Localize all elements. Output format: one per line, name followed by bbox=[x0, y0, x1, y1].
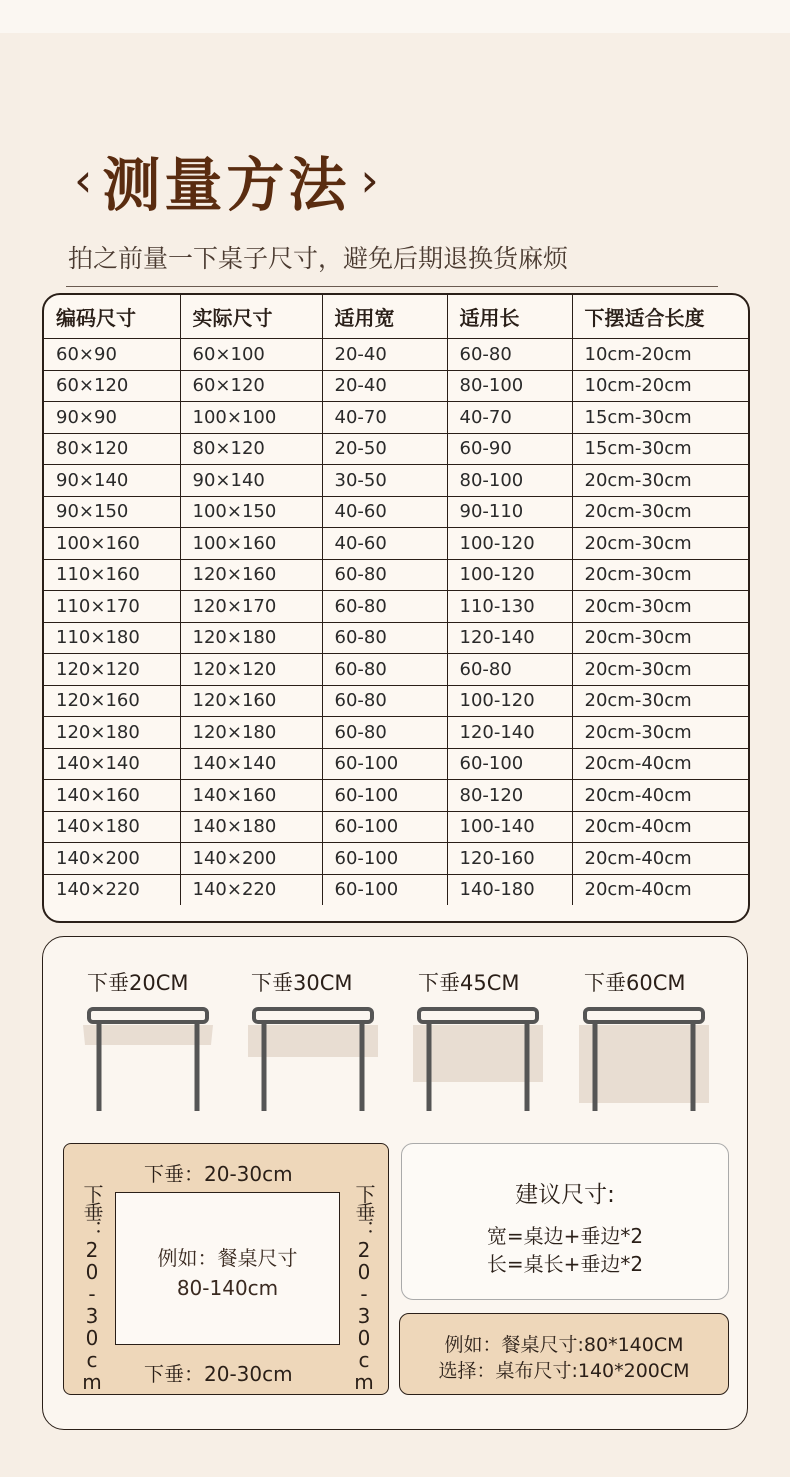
table-row bbox=[44, 465, 748, 497]
table-icon-45 bbox=[413, 1009, 543, 1111]
table-cell: 100-140 bbox=[447, 811, 572, 843]
table-row bbox=[44, 874, 748, 905]
table-cell: 120×170 bbox=[180, 591, 322, 623]
table-cell: 110×160 bbox=[44, 559, 180, 591]
table-row bbox=[44, 528, 748, 560]
table-cell: 140×140 bbox=[180, 748, 322, 780]
drop-guide-panel bbox=[42, 936, 748, 1430]
table-cell: 20cm-30cm bbox=[572, 559, 748, 591]
table-cell: 120×160 bbox=[180, 559, 322, 591]
table-cell: 100×160 bbox=[44, 528, 180, 560]
table-cell: 140×160 bbox=[180, 780, 322, 812]
table-cell: 20cm-30cm bbox=[572, 591, 748, 623]
table-cell: 60-90 bbox=[447, 433, 572, 465]
table-cell: 40-70 bbox=[447, 402, 572, 434]
table-cell: 20cm-30cm bbox=[572, 496, 748, 528]
header-fit-width: 适用宽 bbox=[322, 295, 447, 339]
header-fit-length: 适用长 bbox=[447, 295, 572, 339]
table-cell: 110×180 bbox=[44, 622, 180, 654]
chevron-right-icon: › bbox=[360, 153, 379, 207]
table-cell: 20cm-30cm bbox=[572, 717, 748, 749]
table-cell: 120×160 bbox=[180, 685, 322, 717]
table-cell: 60×120 bbox=[180, 370, 322, 402]
table-row bbox=[44, 717, 748, 749]
tabletop-line1: 例如：餐桌尺寸 bbox=[157, 1246, 298, 1270]
table-cell: 60×120 bbox=[44, 370, 180, 402]
table-cell: 100×150 bbox=[180, 496, 322, 528]
top-strip bbox=[0, 0, 790, 33]
table-cell: 60-100 bbox=[322, 780, 447, 812]
table-cell: 15cm-30cm bbox=[572, 402, 748, 434]
table-drop-illustrations bbox=[43, 997, 747, 1117]
table-row bbox=[44, 622, 748, 654]
table-row bbox=[44, 654, 748, 686]
table-row bbox=[44, 685, 748, 717]
table-cell: 140×180 bbox=[180, 811, 322, 843]
table-cell: 20cm-30cm bbox=[572, 465, 748, 497]
table-cell: 120×120 bbox=[180, 654, 322, 686]
tabletop-line2: 80-140cm bbox=[176, 1276, 279, 1300]
table-cell: 100-120 bbox=[447, 528, 572, 560]
size-table bbox=[42, 293, 750, 923]
chevron-left-icon: ‹ bbox=[74, 153, 93, 207]
drop-top-label: 下垂：20-30cm bbox=[144, 1162, 293, 1186]
table-cell: 120×180 bbox=[180, 622, 322, 654]
table-cell: 40-70 bbox=[322, 402, 447, 434]
table-cell: 10cm-20cm bbox=[572, 339, 748, 371]
table-cell: 120-140 bbox=[447, 717, 572, 749]
table-cell: 90-110 bbox=[447, 496, 572, 528]
table-cell: 40-60 bbox=[322, 496, 447, 528]
table-cell: 20-50 bbox=[322, 433, 447, 465]
table-cell: 90×140 bbox=[180, 465, 322, 497]
table-cell: 20-40 bbox=[322, 339, 447, 371]
table-cell: 60×90 bbox=[44, 339, 180, 371]
table-cell: 120×180 bbox=[180, 717, 322, 749]
table-cell: 100-120 bbox=[447, 685, 572, 717]
table-cell: 120×120 bbox=[44, 654, 180, 686]
table-row bbox=[44, 780, 748, 812]
table-cell: 20cm-40cm bbox=[572, 780, 748, 812]
table-cell: 120×160 bbox=[44, 685, 180, 717]
suggest-length-formula: 长=桌长+垂边*2 bbox=[486, 1252, 644, 1276]
table-cell: 30-50 bbox=[322, 465, 447, 497]
table-cell: 60-80 bbox=[322, 591, 447, 623]
table-cell: 60-80 bbox=[322, 559, 447, 591]
table-cell: 60-80 bbox=[322, 717, 447, 749]
table-row bbox=[44, 591, 748, 623]
table-icon-20 bbox=[83, 1009, 213, 1111]
table-cell: 20cm-30cm bbox=[572, 622, 748, 654]
table-cell: 60-80 bbox=[447, 654, 572, 686]
table-cell: 80-100 bbox=[447, 465, 572, 497]
drop-bottom-label: 下垂：20-30cm bbox=[144, 1362, 293, 1386]
table-cell: 120-160 bbox=[447, 843, 572, 875]
table-row bbox=[44, 433, 748, 465]
table-cell: 100×160 bbox=[180, 528, 322, 560]
drop-label-30: 下垂30CM bbox=[251, 971, 353, 995]
drop-label-45: 下垂45CM bbox=[418, 971, 520, 995]
table-cell: 10cm-20cm bbox=[572, 370, 748, 402]
table-cell: 20cm-40cm bbox=[572, 748, 748, 780]
table-cell: 20cm-40cm bbox=[572, 811, 748, 843]
table-cell: 100×100 bbox=[180, 402, 322, 434]
page-title bbox=[64, 140, 389, 220]
table-row bbox=[44, 370, 748, 402]
table-cell: 120-140 bbox=[447, 622, 572, 654]
table-cell: 60-100 bbox=[322, 748, 447, 780]
table-cell: 120×180 bbox=[44, 717, 180, 749]
subtitle: 拍之前量一下桌子尺寸，避免后期退换货麻烦 bbox=[68, 244, 569, 273]
table-cell: 60-80 bbox=[322, 622, 447, 654]
subtitle-divider bbox=[66, 286, 718, 287]
drop-diagram bbox=[63, 1143, 389, 1395]
drop-right-label: 下垂：20-30cm bbox=[352, 1184, 376, 1392]
table-cell: 15cm-30cm bbox=[572, 433, 748, 465]
tabletop-example bbox=[116, 1243, 339, 1303]
table-cell: 20cm-30cm bbox=[572, 528, 748, 560]
header-code-size: 编码尺寸 bbox=[44, 295, 180, 339]
suggest-width-formula: 宽=桌边+垂边*2 bbox=[486, 1224, 644, 1248]
table-cell: 90×140 bbox=[44, 465, 180, 497]
table-cell: 80-100 bbox=[447, 370, 572, 402]
table-cell: 20cm-40cm bbox=[572, 843, 748, 875]
tabletop-rect bbox=[115, 1192, 340, 1345]
table-cell: 80-120 bbox=[447, 780, 572, 812]
header-drop-length: 下摆适合长度 bbox=[572, 295, 748, 339]
table-cell: 110×170 bbox=[44, 591, 180, 623]
title-text: 测量方法 bbox=[102, 151, 351, 219]
table-row bbox=[44, 402, 748, 434]
suggest-heading: 建议尺寸: bbox=[515, 1182, 615, 1208]
table-cell: 60-100 bbox=[322, 874, 447, 905]
table-cell: 140×220 bbox=[44, 874, 180, 905]
table-cell: 90×150 bbox=[44, 496, 180, 528]
table-cell: 60×100 bbox=[180, 339, 322, 371]
table-row bbox=[44, 559, 748, 591]
table-cell: 80×120 bbox=[44, 433, 180, 465]
table-cell: 90×90 bbox=[44, 402, 180, 434]
table-cell: 60-80 bbox=[322, 685, 447, 717]
table-cell: 110-130 bbox=[447, 591, 572, 623]
table-cell: 20cm-30cm bbox=[572, 654, 748, 686]
suggest-box bbox=[401, 1143, 729, 1300]
table-header-row bbox=[44, 295, 748, 339]
table-icon-60 bbox=[579, 1009, 709, 1111]
table-cell: 140-180 bbox=[447, 874, 572, 905]
drop-label-20: 下垂20CM bbox=[87, 971, 189, 995]
table-row bbox=[44, 748, 748, 780]
table-cell: 60-80 bbox=[322, 654, 447, 686]
table-cell: 80×120 bbox=[180, 433, 322, 465]
table-cell: 60-80 bbox=[447, 339, 572, 371]
table-cell: 20cm-40cm bbox=[572, 874, 748, 905]
table-icon-30 bbox=[248, 1009, 378, 1111]
table-row bbox=[44, 811, 748, 843]
table-cell: 140×220 bbox=[180, 874, 322, 905]
table-cell: 140×160 bbox=[44, 780, 180, 812]
table-row bbox=[44, 496, 748, 528]
example-box bbox=[399, 1313, 729, 1395]
table-row bbox=[44, 843, 748, 875]
table-cell: 20cm-30cm bbox=[572, 685, 748, 717]
header-actual-size: 实际尺寸 bbox=[180, 295, 322, 339]
table-cell: 20-40 bbox=[322, 370, 447, 402]
table-row bbox=[44, 339, 748, 371]
table-cell: 60-100 bbox=[322, 843, 447, 875]
table-cell: 140×200 bbox=[180, 843, 322, 875]
drop-left-label: 下垂：20-30cm bbox=[80, 1184, 104, 1392]
table-cell: 60-100 bbox=[322, 811, 447, 843]
table-cell: 60-100 bbox=[447, 748, 572, 780]
table-cell: 140×200 bbox=[44, 843, 180, 875]
table-cell: 100-120 bbox=[447, 559, 572, 591]
example-line1: 例如：餐桌尺寸:80*140CM bbox=[444, 1334, 684, 1356]
drop-label-60: 下垂60CM bbox=[584, 971, 686, 995]
example-line2: 选择：桌布尺寸:140*200CM bbox=[438, 1360, 690, 1382]
table-cell: 40-60 bbox=[322, 528, 447, 560]
table-cell: 140×140 bbox=[44, 748, 180, 780]
table-cell: 140×180 bbox=[44, 811, 180, 843]
